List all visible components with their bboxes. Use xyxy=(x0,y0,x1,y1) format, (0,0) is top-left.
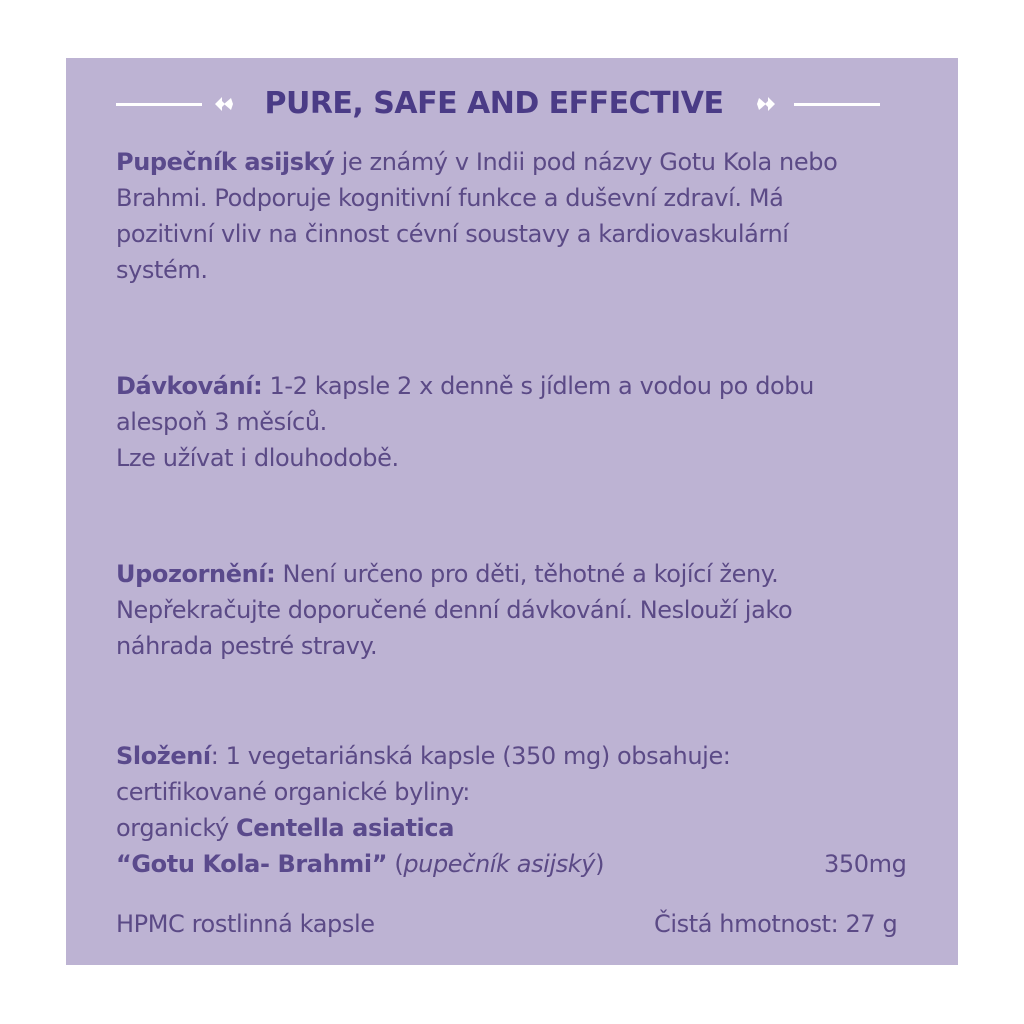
warning-paragraph xyxy=(116,556,936,664)
warning-line-1 xyxy=(116,556,936,592)
dosage-line-1 xyxy=(116,368,936,404)
leaf-arrow-left-icon xyxy=(754,90,778,118)
composition-paragraph xyxy=(116,738,936,882)
composition-prefix: organický xyxy=(116,814,237,842)
intro-paragraph xyxy=(116,144,936,288)
composition-line-2: certifikované organické byliny: xyxy=(116,778,470,806)
intro-line-1 xyxy=(116,144,936,180)
dosage-text-1: 1-2 kapsle 2 x denně s jídlem a vodou po dobu xyxy=(262,372,814,400)
ingredient-paren-open: ( xyxy=(387,850,404,878)
leaf-arrow-right-icon xyxy=(212,90,236,118)
ingredient-latin-name: Centella asiatica xyxy=(236,814,454,842)
ingredient-common-name: “Gotu Kola- Brahmi” xyxy=(116,850,388,878)
warning-label: Upozornění: xyxy=(116,560,276,588)
header-rule-right xyxy=(794,103,880,106)
dosage-label: Dávkování: xyxy=(116,372,263,400)
product-label-panel xyxy=(66,58,958,965)
dosage-line-2: alespoň 3 měsíců. xyxy=(116,408,327,436)
ingredient-amount: 350mg xyxy=(824,850,907,878)
intro-line-4: systém. xyxy=(116,256,208,284)
footer xyxy=(116,906,936,942)
intro-line-3: pozitivní vliv na činnost cévní soustavy a kardiovaskulární xyxy=(116,220,789,248)
header-title: PURE, SAFE AND EFFECTIVE xyxy=(264,86,724,121)
warning-line-3: náhrada pestré stravy. xyxy=(116,632,378,660)
intro-name: Pupečník asijský xyxy=(116,148,335,176)
dosage-line-3: Lze užívat i dlouhodobě. xyxy=(116,444,399,472)
warning-text-1: Není určeno pro děti, těhotné a kojící ženy. xyxy=(275,560,779,588)
ingredient-row xyxy=(116,846,936,882)
warning-line-2: Nepřekračujte doporučené denní dávkování. Neslouží jako xyxy=(116,596,793,624)
intro-line-2: Brahmi. Podporuje kognitivní funkce a duševní zdraví. Má xyxy=(116,184,784,212)
ingredient-paren-close: ) xyxy=(595,850,605,878)
net-weight: Čistá hmotnost: 27 g xyxy=(654,910,898,938)
composition-line-3 xyxy=(116,810,936,846)
composition-text-1: : 1 vegetariánská kapsle (350 mg) obsahuje: xyxy=(210,742,731,770)
header-rule-left xyxy=(116,103,202,106)
intro-text-1: je známý v Indii pod názvy Gotu Kola nebo xyxy=(334,148,838,176)
dosage-paragraph xyxy=(116,368,936,476)
capsule-type: HPMC rostlinná kapsle xyxy=(116,910,375,938)
header xyxy=(66,82,958,126)
ingredient-czech-name: pupečník asijský xyxy=(403,850,596,878)
composition-label: Složení xyxy=(116,742,211,770)
composition-line-1 xyxy=(116,738,936,774)
